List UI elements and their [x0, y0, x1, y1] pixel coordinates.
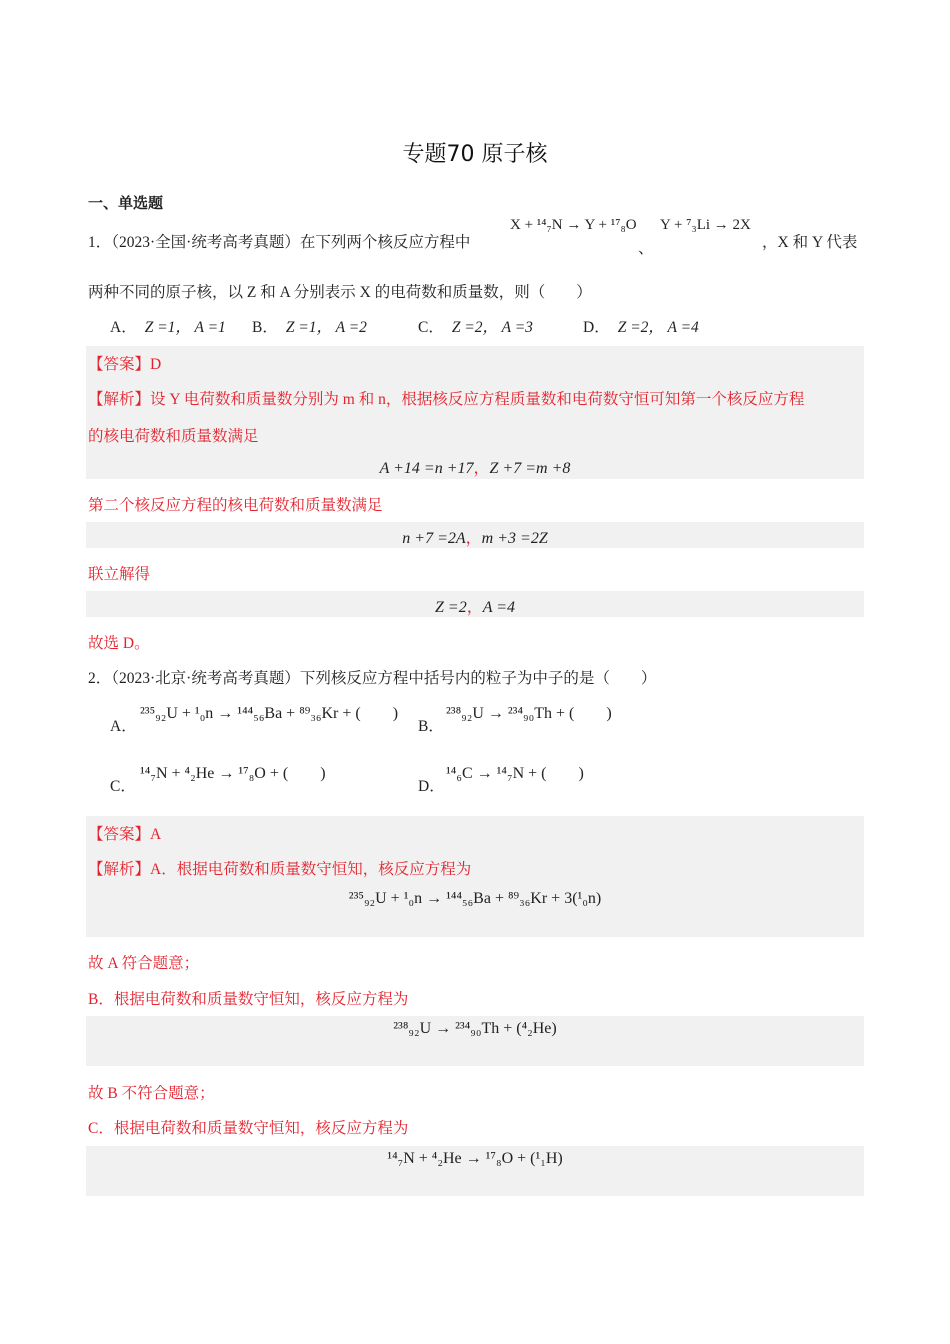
- q1-analysis-line1: 【解析】设 Y 电荷数和质量数分别为 m 和 n，根据核反应方程质量数和电荷数守恒可知第一个核反应方程: [88, 391, 805, 408]
- q1-answer: 【答案】D: [88, 356, 162, 373]
- q1-stem-line2: 两种不同的原子核，以 Z 和 A 分别表示 X 的电荷数和质量数，则（ ）: [88, 284, 592, 301]
- q2-conclusion-a: 故 A 符合题意；: [88, 955, 200, 972]
- q1-separator: 、: [638, 240, 654, 257]
- q1-analysis-line2: 的核电荷数和质量数满足: [88, 428, 259, 445]
- q2-analysis-c: C．根据电荷数和质量数守恒知，核反应方程为: [88, 1120, 409, 1137]
- q2-stem: 2．（2023·北京·统考高考真题）下列核反应方程中括号内的粒子为中子的是（ ）: [88, 670, 657, 687]
- q1-analysis-line3: 第二个核反应方程的核电荷数和质量数满足: [88, 497, 383, 514]
- q2-equation-a: ²³⁵₉₂U + ¹₀n → ¹⁴⁴₅₆Ba + ⁸⁹₃₆Kr + 3(¹₀n): [348, 890, 602, 907]
- q1-equation-pair-1: A +14 =n +17，Z +7 =m +8: [379, 460, 571, 477]
- q2-analysis-b: B．根据电荷数和质量数守恒知，核反应方程为: [88, 991, 409, 1008]
- q2-equation-b: ²³⁸₉₂U → ²³⁴₉₀Th + (⁴₂He): [393, 1020, 557, 1037]
- q1-option-d[interactable]: D． Z =2， A =4: [583, 319, 699, 336]
- q1-equation-pair-2: n +7 =2A，m +3 =2Z: [402, 530, 548, 547]
- q1-equation-pair-3: Z =2，A =4: [435, 599, 515, 616]
- q1-option-a[interactable]: A． Z =1， A =1: [110, 319, 226, 336]
- q1-prefix: 1．（2023·全国·统考高考真题）在下列两个核反应方程中: [88, 234, 471, 251]
- q1-option-c[interactable]: C． Z =2， A =3: [418, 319, 533, 336]
- q2-conclusion-b: 故 B 不符合题意；: [88, 1085, 215, 1102]
- q1-equation-1: X + ¹⁴₇N → Y + ¹⁷₈O: [510, 217, 637, 233]
- section-heading: 一、单选题: [88, 194, 164, 212]
- q2-option-d[interactable]: ¹⁴₆C → ¹⁴₇N + ( ): [446, 765, 584, 782]
- page-title: 专题70 原子核: [402, 142, 548, 167]
- q1-option-b[interactable]: B． Z =1， A =2: [252, 319, 367, 336]
- q2-option-a[interactable]: ²³⁵₉₂U + ¹₀n → ¹⁴⁴₅₆Ba + ⁸⁹₃₆Kr + ( ): [140, 705, 399, 722]
- q1-equation-2: Y + ⁷₃Li → 2X: [660, 217, 751, 233]
- q2-answer: 【答案】A: [88, 826, 162, 843]
- q1-analysis-line4: 联立解得: [88, 566, 151, 583]
- q2-option-c-label[interactable]: C．: [110, 778, 136, 795]
- q2-option-a-label[interactable]: A．: [110, 718, 137, 735]
- q2-option-b[interactable]: ²³⁸₉₂U → ²³⁴₉₀Th + ( ): [446, 705, 612, 722]
- q1-conclusion: 故选 D。: [88, 635, 150, 652]
- q2-analysis-a: 【解析】A．根据电荷数和质量数守恒知，核反应方程为: [88, 861, 472, 878]
- q2-option-c[interactable]: ¹⁴₇N + ⁴₂He → ¹⁷₈O + ( ): [140, 765, 326, 782]
- q2-option-b-label[interactable]: B．: [418, 718, 444, 735]
- q2-option-d-label[interactable]: D．: [418, 778, 445, 795]
- q2-equation-c: ¹⁴₇N + ⁴₂He → ¹⁷₈O + (¹₁H): [387, 1150, 563, 1167]
- q1-suffix: ，X 和 Y 代表: [762, 234, 858, 251]
